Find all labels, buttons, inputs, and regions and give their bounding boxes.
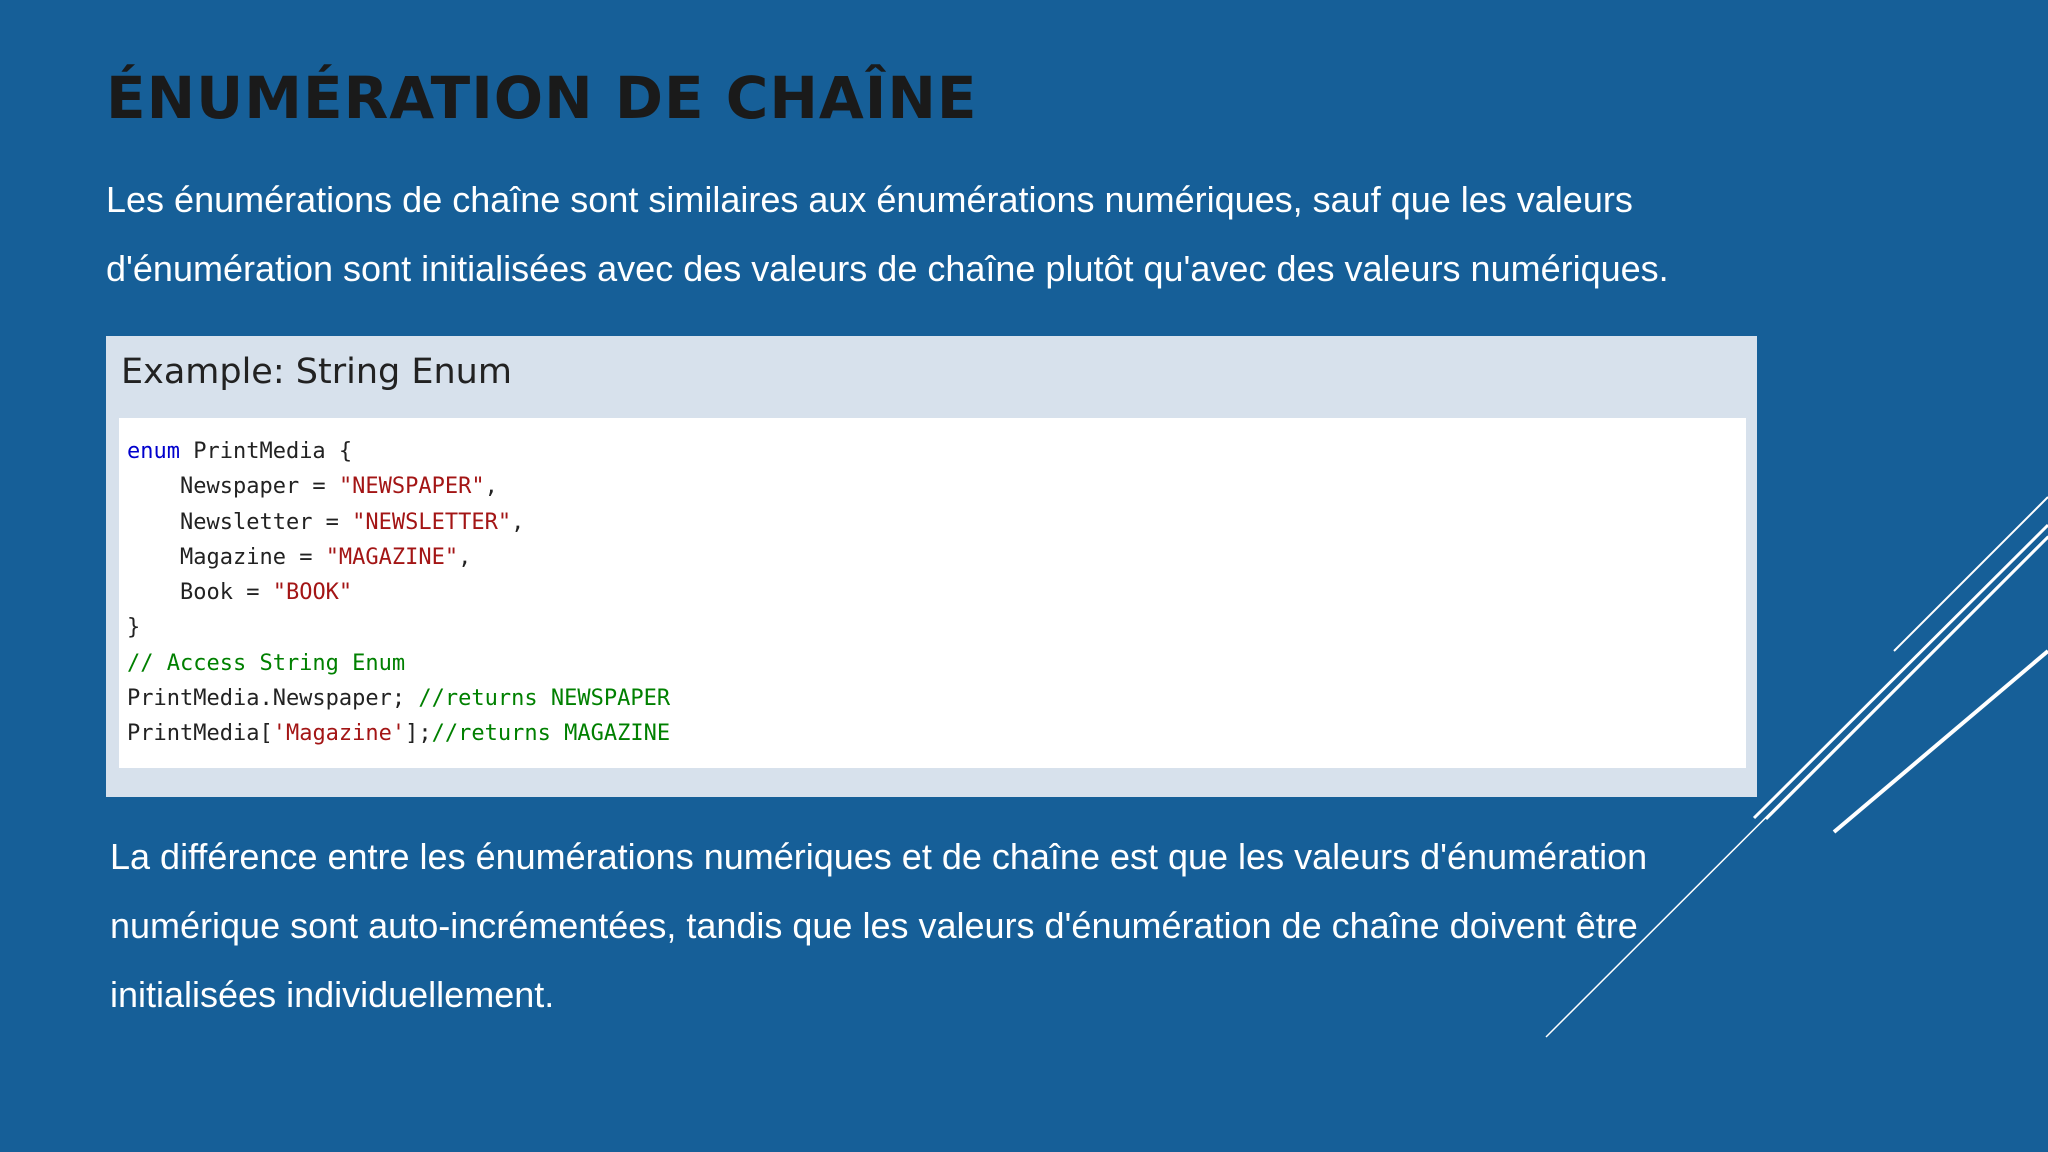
code-text: , [484, 474, 498, 500]
code-text: , [511, 509, 525, 535]
code-text: Book = [179, 580, 273, 606]
example-heading: Example: String Enum [121, 352, 512, 392]
code-string: "NEWSLETTER" [352, 509, 512, 535]
outro-line-1: La différence entre les énumérations numériques et de chaîne est que les valeurs d'énumération [110, 836, 1648, 877]
intro-line-2: d'énumération sont initialisées avec des valeurs de chaîne plutôt qu'avec des valeurs numériques. [106, 248, 1669, 289]
code-text: , [458, 544, 472, 570]
code-text: Newsletter = [179, 509, 353, 535]
code-keyword: enum [127, 439, 180, 464]
code-comment: //returns NEWSPAPER [418, 686, 671, 712]
deco-line-long-thin [1546, 536, 2048, 1037]
code-text: PrintMedia { [179, 439, 353, 464]
code-string: 'Magazine' [272, 721, 406, 747]
code-text: ]; [405, 721, 432, 747]
code-text: PrintMedia.Newspaper; [127, 686, 419, 712]
deco-line-medium-2 [1766, 537, 2048, 819]
code-text: Newspaper = [179, 474, 339, 500]
outro-line-3: initialisées individuellement. [110, 974, 555, 1015]
code-string: "BOOK" [272, 580, 353, 606]
code-string: "MAGAZINE" [325, 544, 459, 570]
code-string: "NEWSPAPER" [338, 474, 485, 500]
code-line-6: } [127, 615, 141, 641]
code-text: PrintMedia[ [127, 721, 273, 747]
deco-line-thin-upper [1894, 497, 2048, 651]
outro-line-2: numérique sont auto-incrémentées, tandis que les valeurs d'énumération de chaîne doivent être [110, 905, 1638, 946]
code-text: Magazine = [179, 544, 326, 570]
deco-line-thick [1834, 651, 2048, 832]
code-line-7: // Access String Enum [127, 650, 406, 676]
intro-line-1: Les énumérations de chaîne sont similaires aux énumérations numériques, sauf que les valeurs [106, 179, 1633, 220]
code-comment: //returns MAGAZINE [431, 721, 671, 747]
slide-title: ÉNUMÉRATION DE CHAÎNE [106, 64, 978, 132]
